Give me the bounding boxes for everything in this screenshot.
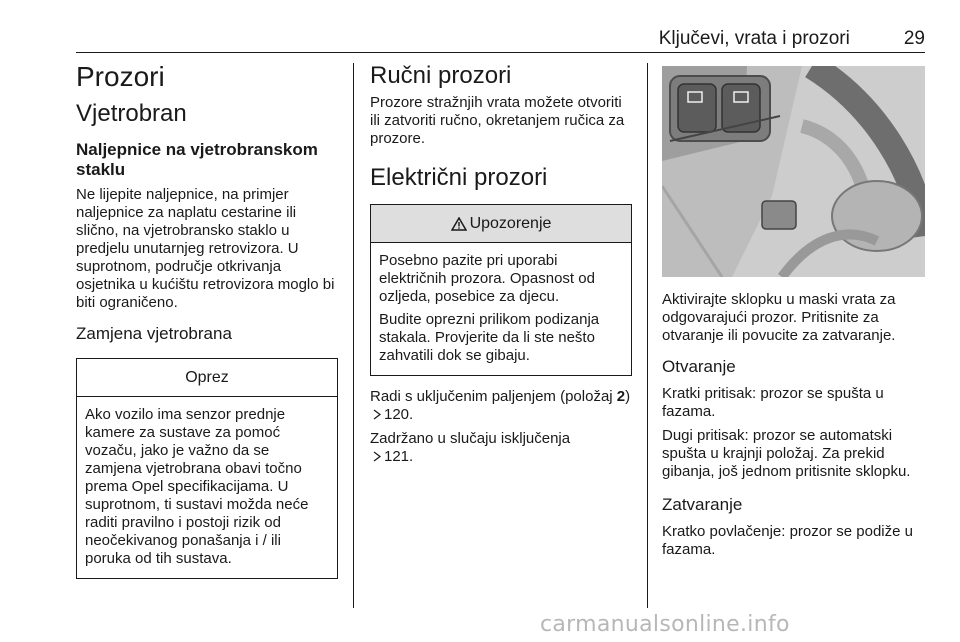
watermark: carmanualsonline.info [540,612,790,637]
warning-text-1: Posebno pazite pri uporabi električnih prozora. Opasnost od ozljeda, posebice za djecu. [379,252,595,305]
page-reference-link[interactable]: 120. [384,406,414,423]
ignition-position: 2 [616,388,626,405]
activate-switch-paragraph: Aktivirajte sklopku u maski vrata za odgovarajući prozor. Pritisnite za otvaranje ili povucite za zatvaranje. [662,291,896,344]
opening-short-press: Kratki pritisak: prozor se spušta u fazama. [662,385,884,420]
subsection-title: Vjetrobran [76,100,187,127]
ignition-text-end: ) [625,388,631,405]
left-column [76,56,338,579]
cross-reference-icon [372,451,382,462]
cross-reference-icon [372,409,382,420]
caution-box [76,358,338,579]
replacement-heading: Zamjena vjetrobrana [76,324,232,343]
page-number: 29 [903,28,925,49]
warning-triangle-icon [451,217,467,231]
column-divider [353,63,354,608]
caution-title: Oprez [77,359,337,397]
opening-long-press: Dugi pritisak: prozor se automatski spušta u krajnji položaj. Za prekid gibanja, još jednom pritisnite sklopku. [662,427,911,480]
chapter-title: Ključevi, vrata i prozori [658,28,850,49]
manual-windows-paragraph: Prozore stražnjih vrata možete otvoriti ili zatvoriti ručno, okretanjem ručica za prozore. [370,94,625,147]
middle-column [370,62,632,466]
warning-header [371,205,631,243]
closing-heading: Zatvaranje [662,495,743,514]
electric-windows-heading: Električni prozori [370,164,548,191]
section-title: Prozori [76,61,165,92]
running-header [76,28,925,53]
stickers-paragraph: Ne lijepite naljepnice, na primjer naljepnice za naplatu cestarine ili slično, na vjetrobransko staklo u predjelu unutarnjeg retrovizora. U suprotnom, područje otkrivanja osjetnika u kućištu retrovizora moglo bi biti ograničeno. [76,186,335,311]
warning-text-2: Budite oprezni prilikom podizanja stakala. Provjerite da li ste nešto zahvatili dok se gibaju. [379,311,600,364]
warning-box [370,204,632,376]
page-reference-link[interactable]: 121. [384,448,414,465]
retained-power-paragraph [370,430,632,466]
ignition-paragraph [370,388,632,424]
door-switch-illustration [662,66,925,277]
opening-heading: Otvaranje [662,357,736,376]
retained-power-text: Zadržano u slučaju isključenja [370,430,571,447]
right-column [662,66,925,559]
column-divider [647,63,648,608]
closing-short-pull: Kratko povlačenje: prozor se podiže u fazama. [662,523,913,558]
stickers-heading: Naljepnice na vjetrobranskom staklu [76,140,318,179]
ignition-text: Radi s uključenim paljenjem (položaj [370,388,617,405]
warning-title: Upozorenje [469,214,552,232]
caution-text: Ako vozilo ima senzor prednje kamere za sustave za pomoć vozaču, jako je važno da se zamjena vjetrobrana obavi točno prema Opel specifikacijama. U suprotnom, ti sustavi možda neće raditi pravilno i postoji rizik od neočekivanog ponašanja i / ili poruka od tih sustava. [85,406,309,567]
manual-windows-heading: Ručni prozori [370,62,512,89]
